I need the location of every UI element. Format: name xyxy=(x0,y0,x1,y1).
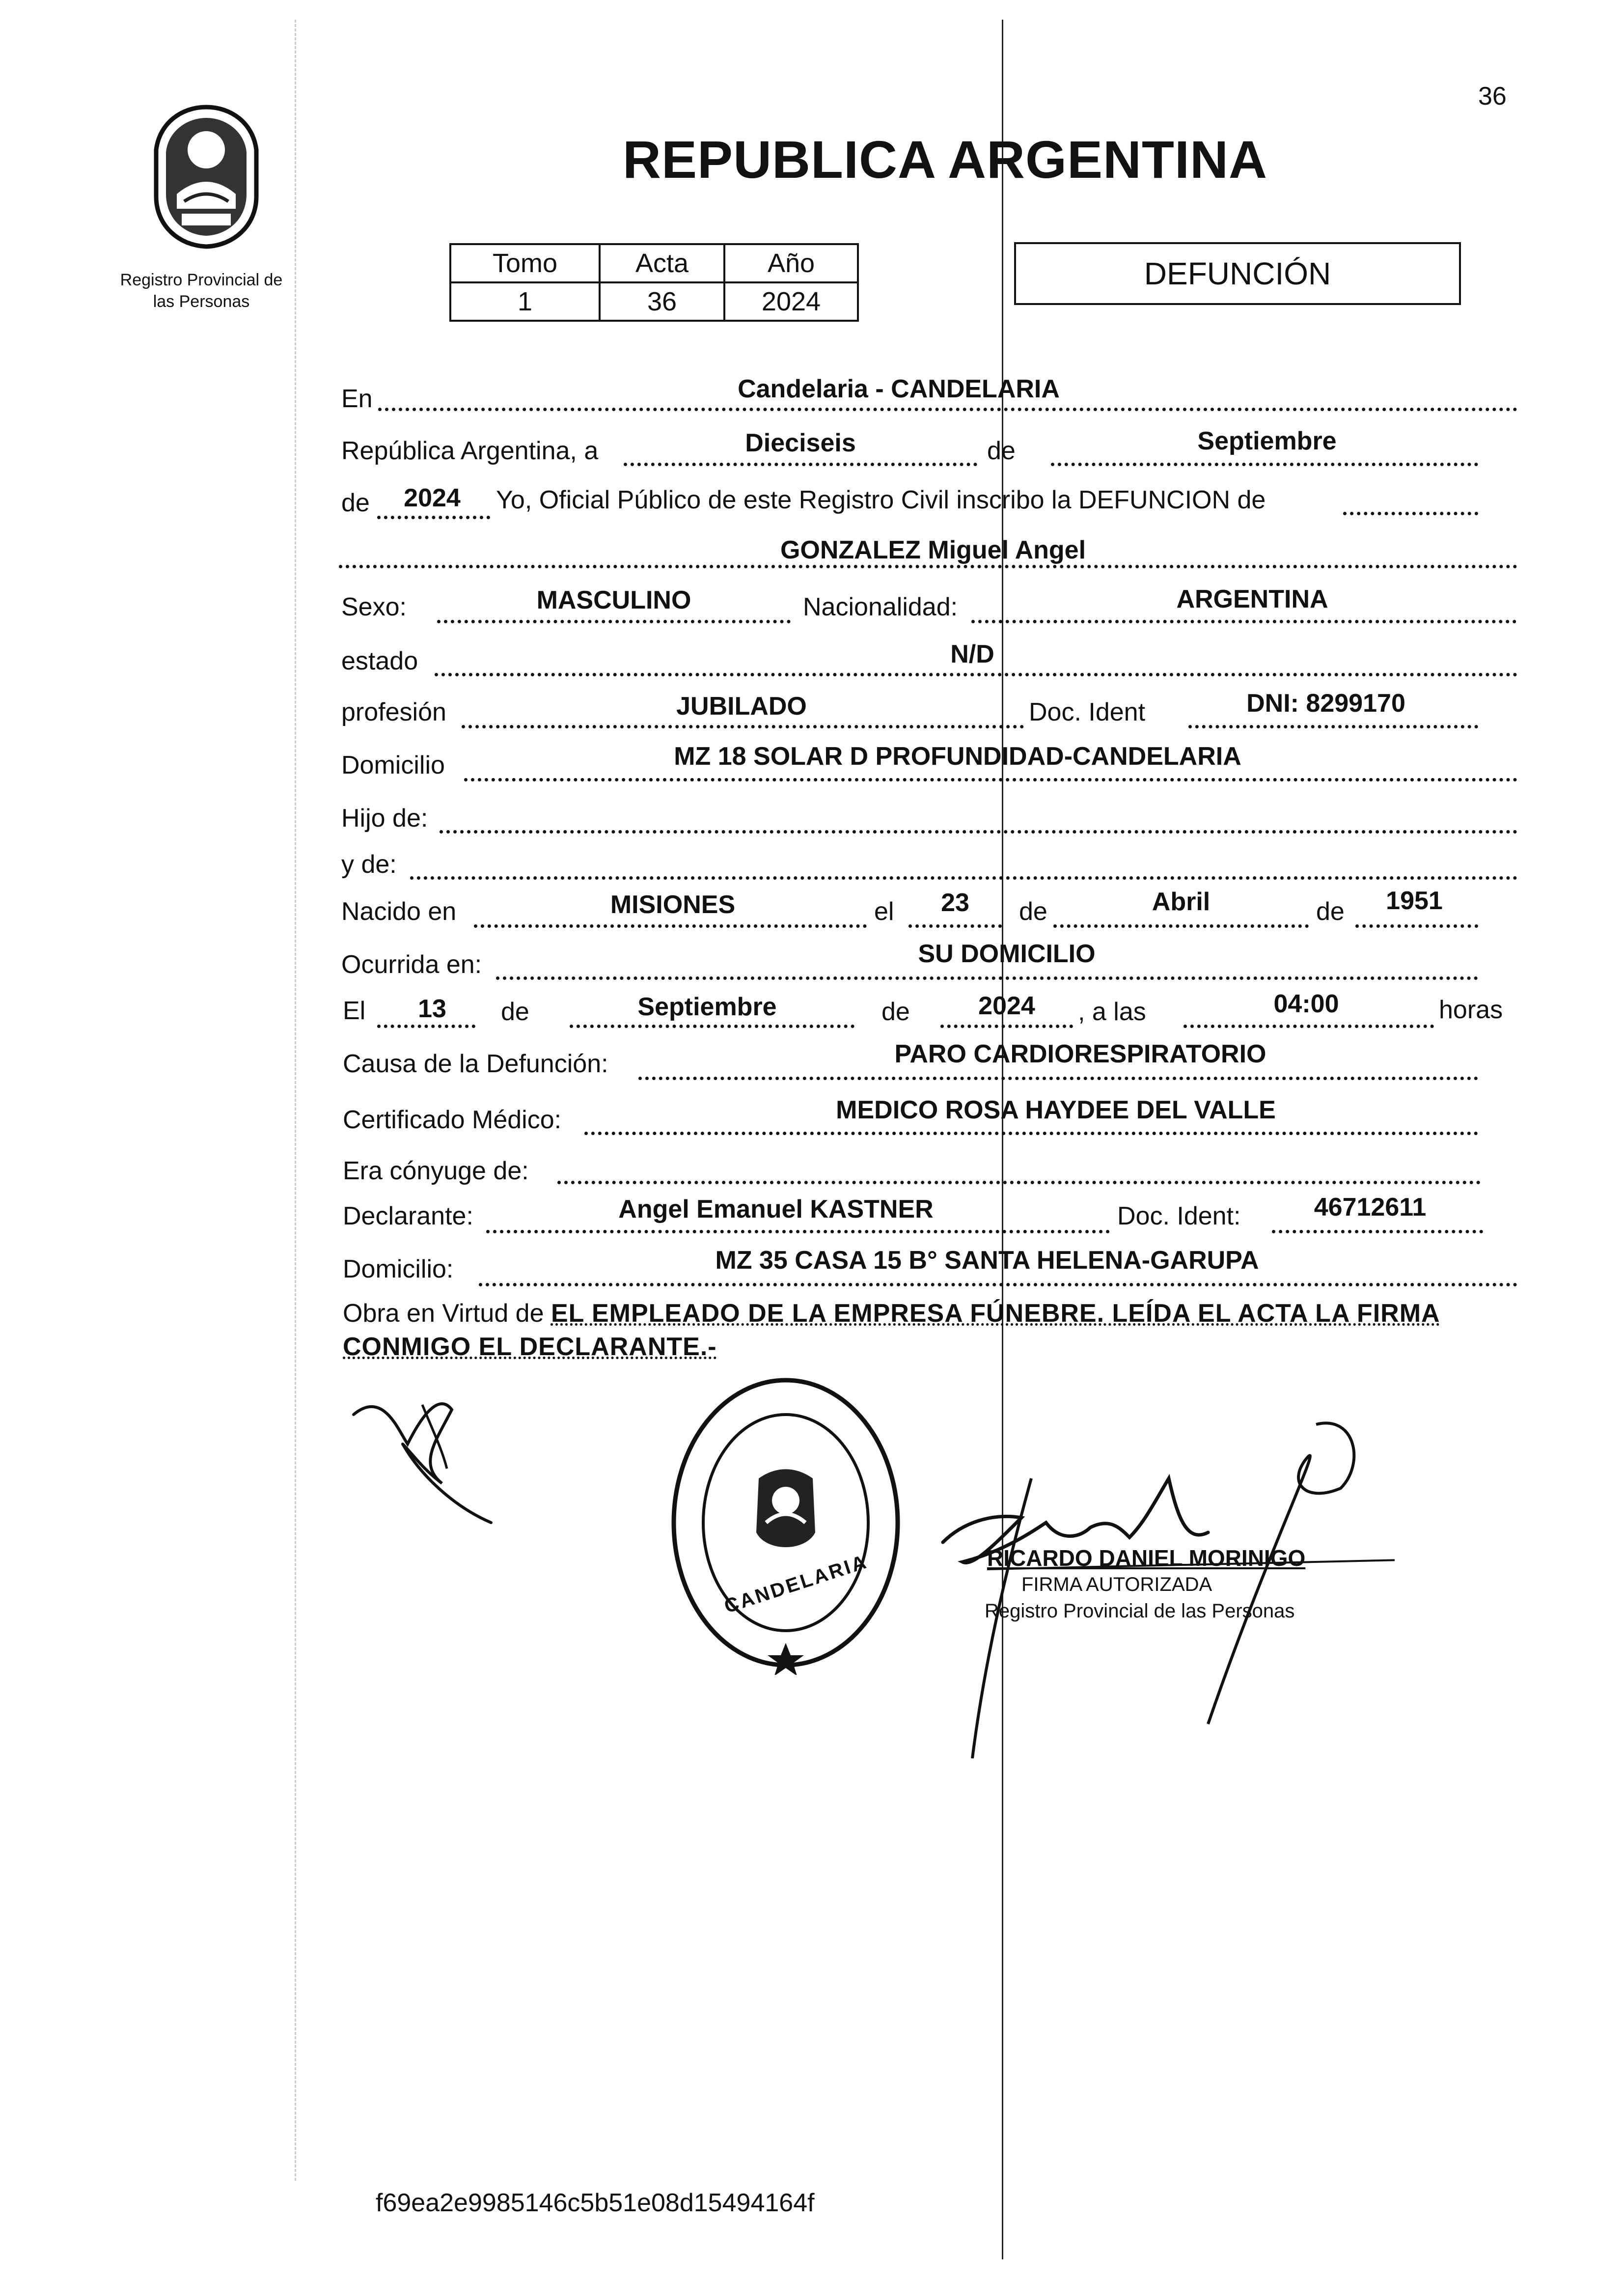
declarant-signature xyxy=(339,1370,506,1532)
leader-dots xyxy=(474,924,867,928)
registry-line-2: las Personas xyxy=(153,292,250,311)
label-en: En xyxy=(341,385,373,413)
leader-dots xyxy=(462,725,1024,728)
value-nacionalidad: ARGENTINA xyxy=(1176,585,1328,613)
label-el: el xyxy=(874,897,894,926)
leader-dots xyxy=(435,673,1517,676)
label-el-fallecimiento: El xyxy=(343,997,366,1025)
reference-table xyxy=(449,243,859,322)
value-nacido-en: MISIONES xyxy=(610,890,736,919)
leader-dots xyxy=(440,830,1517,834)
official-stamp xyxy=(663,1370,908,1675)
leader-dots xyxy=(638,1077,1478,1080)
leader-dots xyxy=(1188,725,1478,728)
label-a-las: , a las xyxy=(1078,998,1146,1026)
label-declarante: Declarante: xyxy=(343,1202,473,1230)
value-sexo: MASCULINO xyxy=(536,586,691,614)
anio-value: 2024 xyxy=(724,282,858,321)
value-ocurrida-en: SU DOMICILIO xyxy=(918,940,1096,968)
value-domicilio: MZ 18 SOLAR D PROFUNDIDAD-CANDELARIA xyxy=(674,742,1241,771)
value-nacido-anio: 1951 xyxy=(1386,887,1443,915)
signatory-role: FIRMA AUTORIZADA xyxy=(1021,1574,1212,1595)
registry-line-1: Registro Provincial de xyxy=(120,271,283,289)
leader-dots xyxy=(410,876,1517,880)
leader-dots xyxy=(1184,1025,1434,1028)
leader-dots xyxy=(1355,924,1478,928)
leader-dots xyxy=(464,778,1517,781)
label-de-5: de xyxy=(501,998,529,1026)
label-de: de xyxy=(987,437,1016,465)
label-nacido-en: Nacido en xyxy=(341,897,457,926)
document-hash: f69ea2e9985146c5b51e08d15494164f xyxy=(376,2189,815,2217)
value-certificado: MEDICO ROSA HAYDEE DEL VALLE xyxy=(836,1096,1276,1124)
anio-header: Año xyxy=(724,244,858,282)
value-nacido-mes: Abril xyxy=(1152,888,1211,916)
scan-margin-marks xyxy=(295,20,326,2181)
label-hijo-de: Hijo de: xyxy=(341,804,428,833)
label-republica: República Argentina, a xyxy=(341,437,599,465)
leader-dots xyxy=(908,924,1002,928)
leader-dots xyxy=(479,1283,1517,1286)
value-mes-inscripcion: Septiembre xyxy=(1197,427,1337,455)
value-nombre: GONZALEZ Miguel Angel xyxy=(780,536,1086,564)
leader-dots xyxy=(377,1025,475,1028)
obra-en-virtud-paragraph xyxy=(343,1297,1531,1363)
label-doc-ident-declarante: Doc. Ident: xyxy=(1117,1202,1241,1230)
leader-dots xyxy=(557,1181,1481,1184)
value-doc-ident: DNI: 8299170 xyxy=(1246,689,1405,718)
label-causa: Causa de la Defunción: xyxy=(343,1050,608,1078)
label-sexo: Sexo: xyxy=(341,593,407,621)
value-nacido-dia: 23 xyxy=(941,889,969,917)
signatory-name: RICARDO DANIEL MORINIGO xyxy=(987,1545,1306,1571)
value-declarante-domicilio: MZ 35 CASA 15 B° SANTA HELENA-GARUPA xyxy=(715,1246,1259,1275)
value-profesion: JUBILADO xyxy=(676,692,807,721)
tomo-header: Tomo xyxy=(450,244,600,282)
official-signature xyxy=(933,1405,1395,1758)
leader-dots xyxy=(971,620,1516,623)
label-domicilio-declarante: Domicilio: xyxy=(343,1255,454,1283)
page-number: 36 xyxy=(1478,82,1507,111)
scan-fold-line xyxy=(1002,20,1003,2259)
label-horas: horas xyxy=(1439,996,1503,1024)
label-y-de: y de: xyxy=(341,850,397,879)
value-fallec-anio: 2024 xyxy=(978,992,1035,1020)
leader-dots xyxy=(1053,924,1309,928)
value-obra-en-virtud: EL EMPLEADO DE LA EMPRESA FÚNEBRE. LEÍDA EL ACTA LA FIRMA CONMIGO EL DECLARANTE.- xyxy=(343,1299,1440,1361)
label-yo-oficial: Yo, Oficial Público de este Registro Civil inscribo la DEFUNCION de xyxy=(496,486,1266,514)
value-hora: 04:00 xyxy=(1273,990,1339,1018)
label-de-4: de xyxy=(1316,897,1345,926)
value-causa: PARO CARDIORESPIRATORIO xyxy=(894,1040,1266,1068)
label-domicilio: Domicilio xyxy=(341,751,445,779)
leader-dots xyxy=(486,1230,1110,1233)
leader-dots xyxy=(437,620,791,623)
label-estado: estado xyxy=(341,647,418,675)
province-seal-emblem xyxy=(142,103,270,250)
label-de-6: de xyxy=(881,998,910,1026)
leader-dots xyxy=(378,408,1517,411)
leader-dots xyxy=(377,516,490,519)
label-ocurrida-en: Ocurrida en: xyxy=(341,950,482,979)
label-era-conyuge: Era cónyuge de: xyxy=(343,1157,529,1185)
tomo-value: 1 xyxy=(450,282,600,321)
label-de-2: de xyxy=(341,489,370,517)
value-dia-inscripcion: Dieciseis xyxy=(745,429,856,457)
value-lugar: Candelaria - CANDELARIA xyxy=(738,375,1060,403)
leader-dots xyxy=(339,565,1517,568)
acta-value: 36 xyxy=(600,282,724,321)
leader-dots xyxy=(584,1132,1478,1135)
label-profesion: profesión xyxy=(341,698,446,726)
leader-dots xyxy=(1272,1230,1483,1233)
leader-dots xyxy=(1051,463,1478,466)
value-fallec-dia: 13 xyxy=(418,995,446,1023)
value-declarante-doc: 46712611 xyxy=(1314,1193,1427,1222)
value-fallec-mes: Septiembre xyxy=(637,993,777,1021)
acta-header: Acta xyxy=(600,244,724,282)
stamp-center-text: CANDELARIA xyxy=(721,1551,871,1618)
label-doc-ident: Doc. Ident xyxy=(1029,698,1146,726)
registry-name xyxy=(88,269,314,312)
leader-dots xyxy=(624,463,977,466)
document-title: REPUBLICA ARGENTINA xyxy=(623,130,1267,189)
document-type-box: DEFUNCIÓN xyxy=(1014,242,1461,305)
label-obra-en-virtud: Obra en Virtud de xyxy=(343,1299,544,1328)
leader-dots xyxy=(496,976,1478,980)
label-nacionalidad: Nacionalidad: xyxy=(803,593,958,621)
value-anio-inscripcion: 2024 xyxy=(404,484,461,512)
label-certificado: Certificado Médico: xyxy=(343,1106,562,1134)
leader-dots xyxy=(1343,512,1478,515)
label-de-3: de xyxy=(1019,897,1047,926)
value-declarante: Angel Emanuel KASTNER xyxy=(618,1195,934,1223)
signatory-office: Registro Provincial de las Personas xyxy=(985,1600,1295,1622)
leader-dots xyxy=(570,1025,854,1028)
leader-dots xyxy=(940,1025,1073,1028)
value-estado: N/D xyxy=(950,640,994,668)
